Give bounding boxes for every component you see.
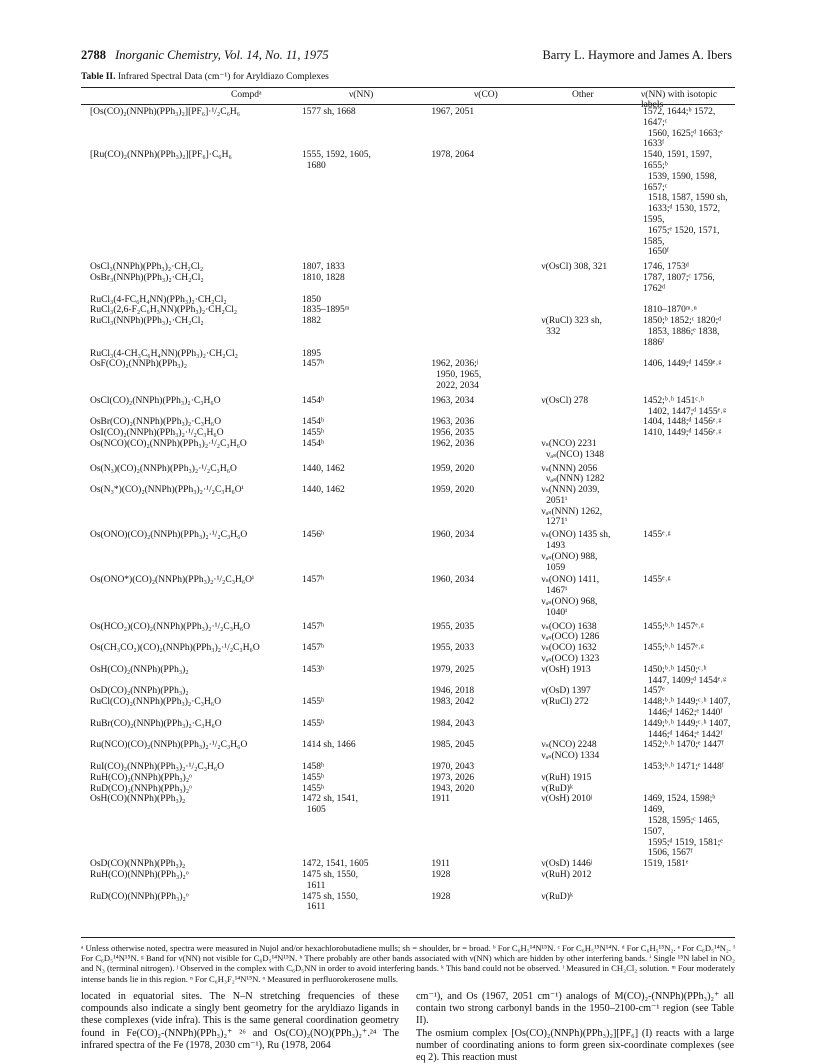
cell-other: ν(RuH) 1915 (541, 772, 592, 783)
cell-nu-co: 1911 (431, 794, 450, 805)
table-row (81, 428, 735, 439)
cell-nu-nn: 1472 sh, 1541, 1605 (302, 794, 358, 816)
cell-isotopic (634, 295, 735, 306)
cell-compound: Os(HCO₂)(CO)₂(NNPh)(PPh₃)₂·¹/₂C₃H₆O (90, 621, 251, 632)
cell-isotopic: 1519, 1581ᵉ (643, 859, 689, 870)
cell-nu-co: 1911 (431, 859, 450, 870)
running-header-authors: Barry L. Haymore and James A. Ibers (542, 48, 732, 62)
col-header-compound: Compdᵃ (231, 90, 262, 100)
cell-compound: RuCl₃(4-CH₃C₆H₄NN)(PPh₃)₂·CH₂Cl₂ (90, 348, 238, 359)
cell-nu-nn: 1440, 1462 (302, 485, 345, 496)
table-header-rule (81, 104, 735, 105)
cell-nu-nn: 1455ʰ (302, 783, 325, 794)
cell-other: ν(RuH) 2012 (541, 869, 592, 880)
cell-other (532, 295, 634, 306)
table-top-rule (81, 87, 735, 88)
cell-compound: RuD(CO)(NNPh)(PPh₃)₂ᵒ (90, 891, 189, 902)
cell-other: νₛ(OCO) 1632 νₐₛ(OCO) 1323 (541, 643, 600, 665)
cell-other: νₛ(ONO) 1411, 1467ⁱ νₐₛ(ONO) 968, 1040ⁱ (541, 575, 600, 618)
table-row (81, 262, 735, 273)
table-row (81, 686, 735, 697)
cell-nu-nn: 1475 sh, 1550, 1611 (302, 891, 358, 913)
cell-isotopic: 1449;ᵇ˒ʰ 1449;ᶜ˒ʰ 1407, 1446;ᵈ 1464;ᵉ 1442ᶠ (643, 718, 731, 740)
cell-nu-nn: 1850 (302, 294, 321, 305)
cell-compound: RuCl(CO)₂(NNPh)(PPh₃)₂·C₃H₆O (90, 697, 222, 708)
table-row (81, 396, 735, 418)
cell-isotopic (634, 439, 735, 461)
cell-nu-co: 1928 (431, 869, 451, 880)
cell-isotopic: 1404, 1448;ᵈ 1456ᵉ˒ᵍ (643, 417, 722, 428)
cell-nu-nn: 1810, 1828 (302, 272, 345, 283)
cell-compound: Os(CH₃CO₂)(CO)₂(NNPh)(PPh₃)₂·¹/₂C₃H₆O (90, 643, 260, 654)
cell-other (532, 107, 634, 150)
cell-other: ν(RuCl) 272 (541, 697, 589, 708)
cell-nu-nn (293, 686, 422, 697)
table-row (81, 719, 735, 741)
cell-nu-nn: 1457ʰ (302, 643, 325, 654)
cell-isotopic (634, 464, 735, 486)
cell-other (532, 719, 634, 741)
cell-nu-nn: 1895 (302, 348, 321, 359)
cell-nu-nn: 1454ʰ (302, 417, 325, 428)
cell-nu-co: 1956, 2035 (431, 428, 475, 439)
table-row (81, 417, 735, 428)
cell-other: ν(OsD) 1446ʲ (541, 859, 593, 870)
cell-nu-co: 1960, 2034 (431, 530, 475, 541)
table-row (81, 665, 735, 687)
cell-compound: OsD(CO)(NNPh)(PPh₃)₂ (90, 859, 186, 870)
cell-compound: Os(N₃)(CO)₂(NNPh)(PPh₃)₂·¹/₂C₃H₆O (90, 463, 237, 474)
cell-nu-nn: 1835–1895ᵐ (302, 305, 350, 316)
cell-nu-nn: 1455ʰ (302, 718, 325, 729)
table-row (81, 892, 735, 914)
table-caption-label: Table II. (81, 72, 116, 82)
cell-nu-co: 1963, 2034 (431, 395, 475, 406)
cell-other: νₛ(NCO) 2231 νₐₛ(NCO) 1348 (541, 438, 604, 460)
cell-isotopic: 1540, 1591, 1597, 1655;ᵇ 1539, 1590, 1598, 1657;ᶜ 1518, 1587, 1590 sh, 1633;ᵈ 1530, 1572, 1595, 1675;ᵉ 1520, 1571, 1585, 1650ᶠ (643, 150, 728, 258)
table-row (81, 773, 735, 784)
cell-compound: Os(NCO)(CO)₂(NNPh)(PPh₃)₂·¹/₂C₃H₆O (90, 438, 247, 449)
cell-compound: OsH(CO)(NNPh)(PPh₃)₂ (90, 794, 186, 805)
cell-other (532, 273, 634, 295)
table-row (81, 150, 735, 258)
col-header-nu-nn: ν(NN) (349, 90, 374, 100)
cell-isotopic: 1455ᵉ˒ᵍ (643, 530, 671, 541)
table-caption (81, 71, 329, 82)
cell-isotopic: 1450;ᵇ˒ʰ 1450;ᶜ˒ʰ 1447, 1409;ᵈ 1454ᵉ˒ᵍ (643, 664, 727, 686)
cell-isotopic: 1457ᵉ (643, 686, 665, 697)
cell-compound: [Ru(CO)₂(NNPh)(PPh₃)₂][PF₆]·C₆H₆ (90, 150, 232, 161)
cell-isotopic: 1406, 1449;ᵈ 1459ᵉ˒ᵍ (643, 359, 722, 370)
table-row (81, 784, 735, 795)
cell-isotopic: 1572, 1644;ᵇ 1572, 1647;ᶜ 1560, 1625;ᵈ 1663;ᵉ 1633ᶠ (643, 107, 723, 150)
cell-compound: RuCl₃(4-FC₆H₄NN)(PPh₃)₂·CH₂Cl₂ (90, 294, 227, 305)
cell-nu-co: 1928 (431, 891, 451, 902)
cell-nu-nn: 1457ʰ (302, 621, 325, 632)
cell-other: ν(RuCl) 323 sh, 332 (541, 316, 602, 337)
cell-nu-nn: 1455ʰ (302, 697, 325, 708)
table-row (81, 439, 735, 461)
cell-nu-co (422, 262, 532, 273)
cell-compound: RuBr(CO)₂(NNPh)(PPh₃)₂·C₃H₆O (90, 718, 222, 729)
cell-compound: [Os(CO)₂(NNPh)(PPh₃)₂][PF₆]·¹/₂C₆H₆ (90, 107, 241, 117)
cell-nu-co (422, 305, 532, 316)
col-header-nu-co: ν(CO) (474, 90, 498, 100)
cell-isotopic: 1746, 1753ᵈ (643, 262, 689, 273)
cell-nu-co: 1955, 2035 (431, 621, 475, 632)
cell-other: νₛ(NNN) 2056 νₐₛ(NNN) 1282 (541, 463, 605, 485)
col-header-other: Other (572, 90, 594, 100)
cell-isotopic (634, 870, 735, 892)
table-row (81, 794, 735, 859)
cell-other (532, 428, 634, 439)
running-header-left (81, 48, 329, 63)
cell-other (532, 349, 634, 360)
cell-compound: OsD(CO)₂(NNPh)(PPh₃)₂ (90, 686, 189, 697)
cell-other: ν(OsH) 2010ʲ (541, 794, 593, 805)
cell-other: ν(OsCl) 278 (541, 395, 589, 406)
cell-compound: RuH(CO)₂(NNPh)(PPh₃)₂ᵒ (90, 772, 192, 783)
table-row (81, 359, 735, 391)
cell-compound: Os(ONO)(CO)₂(NNPh)(PPh₃)₂·¹/₂C₃H₆O (90, 530, 248, 541)
cell-compound: RuCl₃(2,6-F₂C₆H₃NN)(PPh₃)₂·CH₂Cl₂ (90, 305, 238, 316)
journal-citation: Inorganic Chemistry, Vol. 14, No. 11, 1975 (115, 48, 329, 62)
cell-isotopic: 1787, 1807;ᶜ 1756, 1762ᵈ (643, 272, 718, 294)
cell-isotopic (634, 349, 735, 360)
cell-nu-nn: 1453ʰ (302, 664, 325, 675)
cell-nu-co: 1984, 2043 (431, 718, 475, 729)
cell-compound: RuD(CO)₂(NNPh)(PPh₃)₂ᵒ (90, 783, 192, 794)
cell-other (532, 417, 634, 428)
table-row (81, 622, 735, 644)
cell-nu-co: 1955, 2033 (431, 643, 475, 654)
cell-isotopic (634, 892, 735, 914)
cell-nu-nn: 1456ʰ (302, 530, 325, 541)
cell-nu-co: 1946, 2018 (431, 686, 475, 697)
table-row (81, 485, 735, 528)
cell-nu-nn: 1458ʰ (302, 762, 325, 773)
cell-isotopic: 1455ᵉ˒ᵍ (643, 575, 671, 586)
cell-compound: OsCl(CO)₂(NNPh)(PPh₃)₂·C₃H₆O (90, 395, 221, 406)
table-row (81, 464, 735, 486)
cell-compound: Os(ONO*)(CO)₂(NNPh)(PPh₃)₂·¹/₂C₃H₆Oⁱ (90, 575, 254, 586)
cell-nu-co: 1978, 2064 (431, 150, 475, 161)
cell-nu-nn: 1457ʰ (302, 359, 325, 370)
table-row (81, 697, 735, 719)
cell-compound: OsBr(CO)₂(NNPh)(PPh₃)₂·C₃H₆O (90, 417, 222, 428)
table-row (81, 575, 735, 618)
col-header-isotopic: ν(NN) with isotopic labels (641, 90, 718, 110)
cell-nu-nn: 1454ʰ (302, 395, 325, 406)
table-row (81, 870, 735, 892)
cell-nu-co: 1960, 2034 (431, 575, 475, 586)
cell-nu-co: 1967, 2051 (431, 107, 475, 117)
cell-compound: OsI(CO)₂(NNPh)(PPh₃)₂·¹/₂C₃H₆O (90, 428, 224, 439)
table-row (81, 859, 735, 870)
cell-other (532, 305, 634, 316)
cell-compound: OsCl₃(NNPh)(PPh₃)₂·CH₂Cl₂ (90, 262, 204, 273)
cell-other: νₛ(NCO) 2248 νₐₛ(NCO) 1334 (541, 740, 600, 762)
cell-nu-co: 1973, 2026 (431, 772, 475, 783)
table-header-row (81, 90, 735, 110)
table-row (81, 305, 735, 316)
cell-nu-nn: 1555, 1592, 1605, 1680 (302, 150, 371, 171)
cell-other: νₛ(ONO) 1435 sh, 1493 νₐₛ(ONO) 988, 1059 (541, 530, 611, 573)
cell-isotopic: 1850;ᵇ 1852;ᶜ 1820;ᵈ 1853, 1886;ᵉ 1838, 1886ᶠ (643, 316, 722, 348)
cell-isotopic: 1448;ᵇ˒ʰ 1449;ᶜ˒ʰ 1407, 1446;ᵈ 1462;ᵉ 1440ᶠ (643, 697, 731, 719)
cell-other: νₛ(NNN) 2039, 2051ⁱ νₐₛ(NNN) 1262, 1271ⁱ (541, 485, 603, 528)
cell-nu-nn: 1455ʰ (302, 772, 325, 783)
table-bottom-rule (81, 937, 735, 938)
cell-compound: RuH(CO)(NNPh)(PPh₃)₂ᵒ (90, 869, 189, 880)
cell-nu-nn: 1440, 1462 (302, 463, 345, 474)
cell-nu-co: 1962, 2036;ʲ 1950, 1965, 2022, 2034 (431, 359, 482, 391)
cell-other: νₛ(OCO) 1638 νₐₛ(OCO) 1286 (541, 621, 600, 643)
cell-compound: RuCl₃(NNPh)(PPh₃)₂·CH₂Cl₂ (90, 316, 204, 327)
cell-isotopic (634, 485, 735, 528)
cell-compound: Ru(NCO)(CO)₂(NNPh)(PPh₃)₂·¹/₂C₃H₆O (90, 740, 248, 751)
cell-nu-nn: 1577 sh, 1668 (302, 107, 356, 117)
cell-isotopic: 1452;ᵇ˒ʰ 1470;ᵉ 1447ᶠ (643, 740, 724, 751)
page-number: 2788 (81, 48, 106, 62)
cell-compound: RuI(CO)₂(NNPh)(PPh₃)₂·¹/₂C₃H₆O (90, 762, 225, 773)
cell-other (532, 359, 634, 391)
cell-isotopic: 1453;ᵇ˒ʰ 1471;ᵉ 1448ᶠ (643, 762, 724, 773)
cell-nu-co: 1959, 2020 (431, 485, 475, 496)
cell-nu-co: 1979, 2025 (431, 664, 475, 675)
cell-nu-nn: 1807, 1833 (302, 262, 345, 273)
table-row (81, 740, 735, 762)
cell-nu-co: 1985, 2045 (431, 740, 475, 751)
cell-nu-nn: 1475 sh, 1550, 1611 (302, 869, 358, 891)
cell-isotopic: 1452;ᵇ˒ʰ 1451ᶜ˒ʰ 1402, 1447;ᵈ 1455ᵉ˒ᵍ (643, 395, 727, 417)
table-row (81, 643, 735, 665)
table-row (81, 273, 735, 295)
cell-nu-co (422, 349, 532, 360)
cell-nu-co: 1943, 2020 (431, 783, 475, 794)
cell-other: ν(RuD)ᵏ (541, 783, 573, 794)
cell-compound: OsBr₃(NNPh)(PPh₃)₂·CH₂Cl₂ (90, 272, 204, 283)
cell-nu-nn: 1414 sh, 1466 (302, 740, 356, 751)
table-row (81, 762, 735, 773)
cell-nu-co (422, 295, 532, 306)
cell-other: ν(RuD)ᵏ (541, 891, 573, 902)
cell-nu-co (422, 273, 532, 295)
cell-isotopic (634, 773, 735, 784)
cell-nu-co: 1970, 2043 (431, 762, 475, 773)
cell-nu-co: 1983, 2042 (431, 697, 475, 708)
cell-other: ν(OsD) 1397 (541, 686, 591, 697)
cell-nu-co: 1959, 2020 (431, 463, 475, 474)
cell-other (532, 762, 634, 773)
cell-compound: Os(N₃*)(CO)₂(NNPh)(PPh₃)₂·¹/₂C₃H₆Oⁱ (90, 485, 244, 496)
cell-compound: OsF(CO)₂(NNPh)(PPh₃)₂ (90, 359, 188, 370)
cell-nu-co: 1962, 2036 (431, 438, 475, 449)
cell-nu-co (422, 316, 532, 348)
cell-isotopic: 1469, 1524, 1598;ᵇ 1469, 1528, 1595;ᶜ 1465, 1507, 1595;ᵈ 1519, 1581;ᵉ 1506, 1567ᶠ (643, 794, 723, 859)
cell-nu-nn: 1457ʰ (302, 575, 325, 586)
cell-compound: OsH(CO)₂(NNPh)(PPh₃)₂ (90, 664, 189, 675)
cell-isotopic: 1455;ᵇ˒ʰ 1457ᵉ˒ᵍ (643, 621, 704, 632)
table-footnotes: ᵃ Unless otherwise noted, spectra were measured in Nujol and/or hexachlorobutadiene mulls; sh = shoulder, br = broad. ᵇ For C₆H₅¹⁴N¹⁵N. ᶜ For C₆H₅¹⁵N¹⁴N. ᵈ For C₆H₅¹⁵N₂. ᵉ For C₆D₅¹⁴N₂. ᶠ For C₆D₅¹⁴N¹⁵N. ᵍ Band for ν(NN) not visible for C₆D₅¹⁴N¹⁵N. ʰ There probably are other bands associated with ν(NN) which are hidden by other interfering bands. ⁱ Single ¹⁵N label in NO₂ and N₃ (terminal nitrogen). ʲ Observed in the complex with C₆D₅NN in order to avoid interfering bands. ᵏ This band could not be observed. ˡ Measured in CH₂Cl₂ solution. ᵐ Four moderately intense bands lie in this region. ⁿ For C₆H₃F₂¹⁴N¹⁵N. ᵒ Measured in perfluorokerosene mulls. (81, 943, 735, 984)
cell-isotopic: 1455;ᵇ˒ʰ 1457ᵉ˒ᵍ (643, 643, 704, 654)
body-text-right-column: cm⁻¹), and Os (1967, 2051 cm⁻¹) analogs of M(CO)₂-(NNPh)(PPh₃)₂⁺ all contain two strong carbonyl bands in the 1950–2100-cm⁻¹ region (see Table II). The osmium complex [Os(CO)₂(NNPh)(PPh₃)₂][PF₆] (I) reacts with a large number of coordinating anions to form green six-coordinate complexes (see eq 2). This reaction must (416, 991, 734, 1064)
cell-nu-nn: 1455ʰ (302, 428, 325, 439)
cell-isotopic: 1810–1870ᵐ˒ⁿ (643, 305, 697, 316)
table-body (81, 107, 735, 913)
cell-other: ν(OsH) 1913 (541, 664, 591, 675)
cell-isotopic (634, 784, 735, 795)
table-row (81, 530, 735, 573)
table-row (81, 295, 735, 306)
table-caption-text: Infrared Spectral Data (cm⁻¹) for Aryldiazo Complexes (117, 72, 329, 82)
body-text-left-column: located in equatorial sites. The N–N stretching frequencies of these compounds also indicate a singly bent geometry for the aryldiazo ligands in these complexes (vide infra). This is the same general coordination geometry found in Fe(CO)₂-(NNPh)(PPh₃)₂⁺ ²⁶ and Os(CO)₂(NO)(PPh₃)₂⁺.²⁴ The infrared spectra of the Fe (1978, 2030 cm⁻¹), Ru (1978, 2064 (81, 991, 399, 1051)
cell-other (532, 150, 634, 258)
cell-nu-nn: 1472, 1541, 1605 (302, 859, 369, 870)
table-row (81, 107, 735, 150)
table-row (81, 349, 735, 360)
cell-nu-co: 1963, 2036 (431, 417, 475, 428)
cell-nu-nn: 1454ʰ (302, 438, 325, 449)
cell-nu-nn: 1882 (302, 316, 321, 327)
cell-other: ν(OsCl) 308, 321 (541, 262, 608, 273)
table-row (81, 316, 735, 348)
cell-isotopic: 1410, 1449;ᵈ 1456ᵉ˒ᵍ (643, 428, 722, 439)
